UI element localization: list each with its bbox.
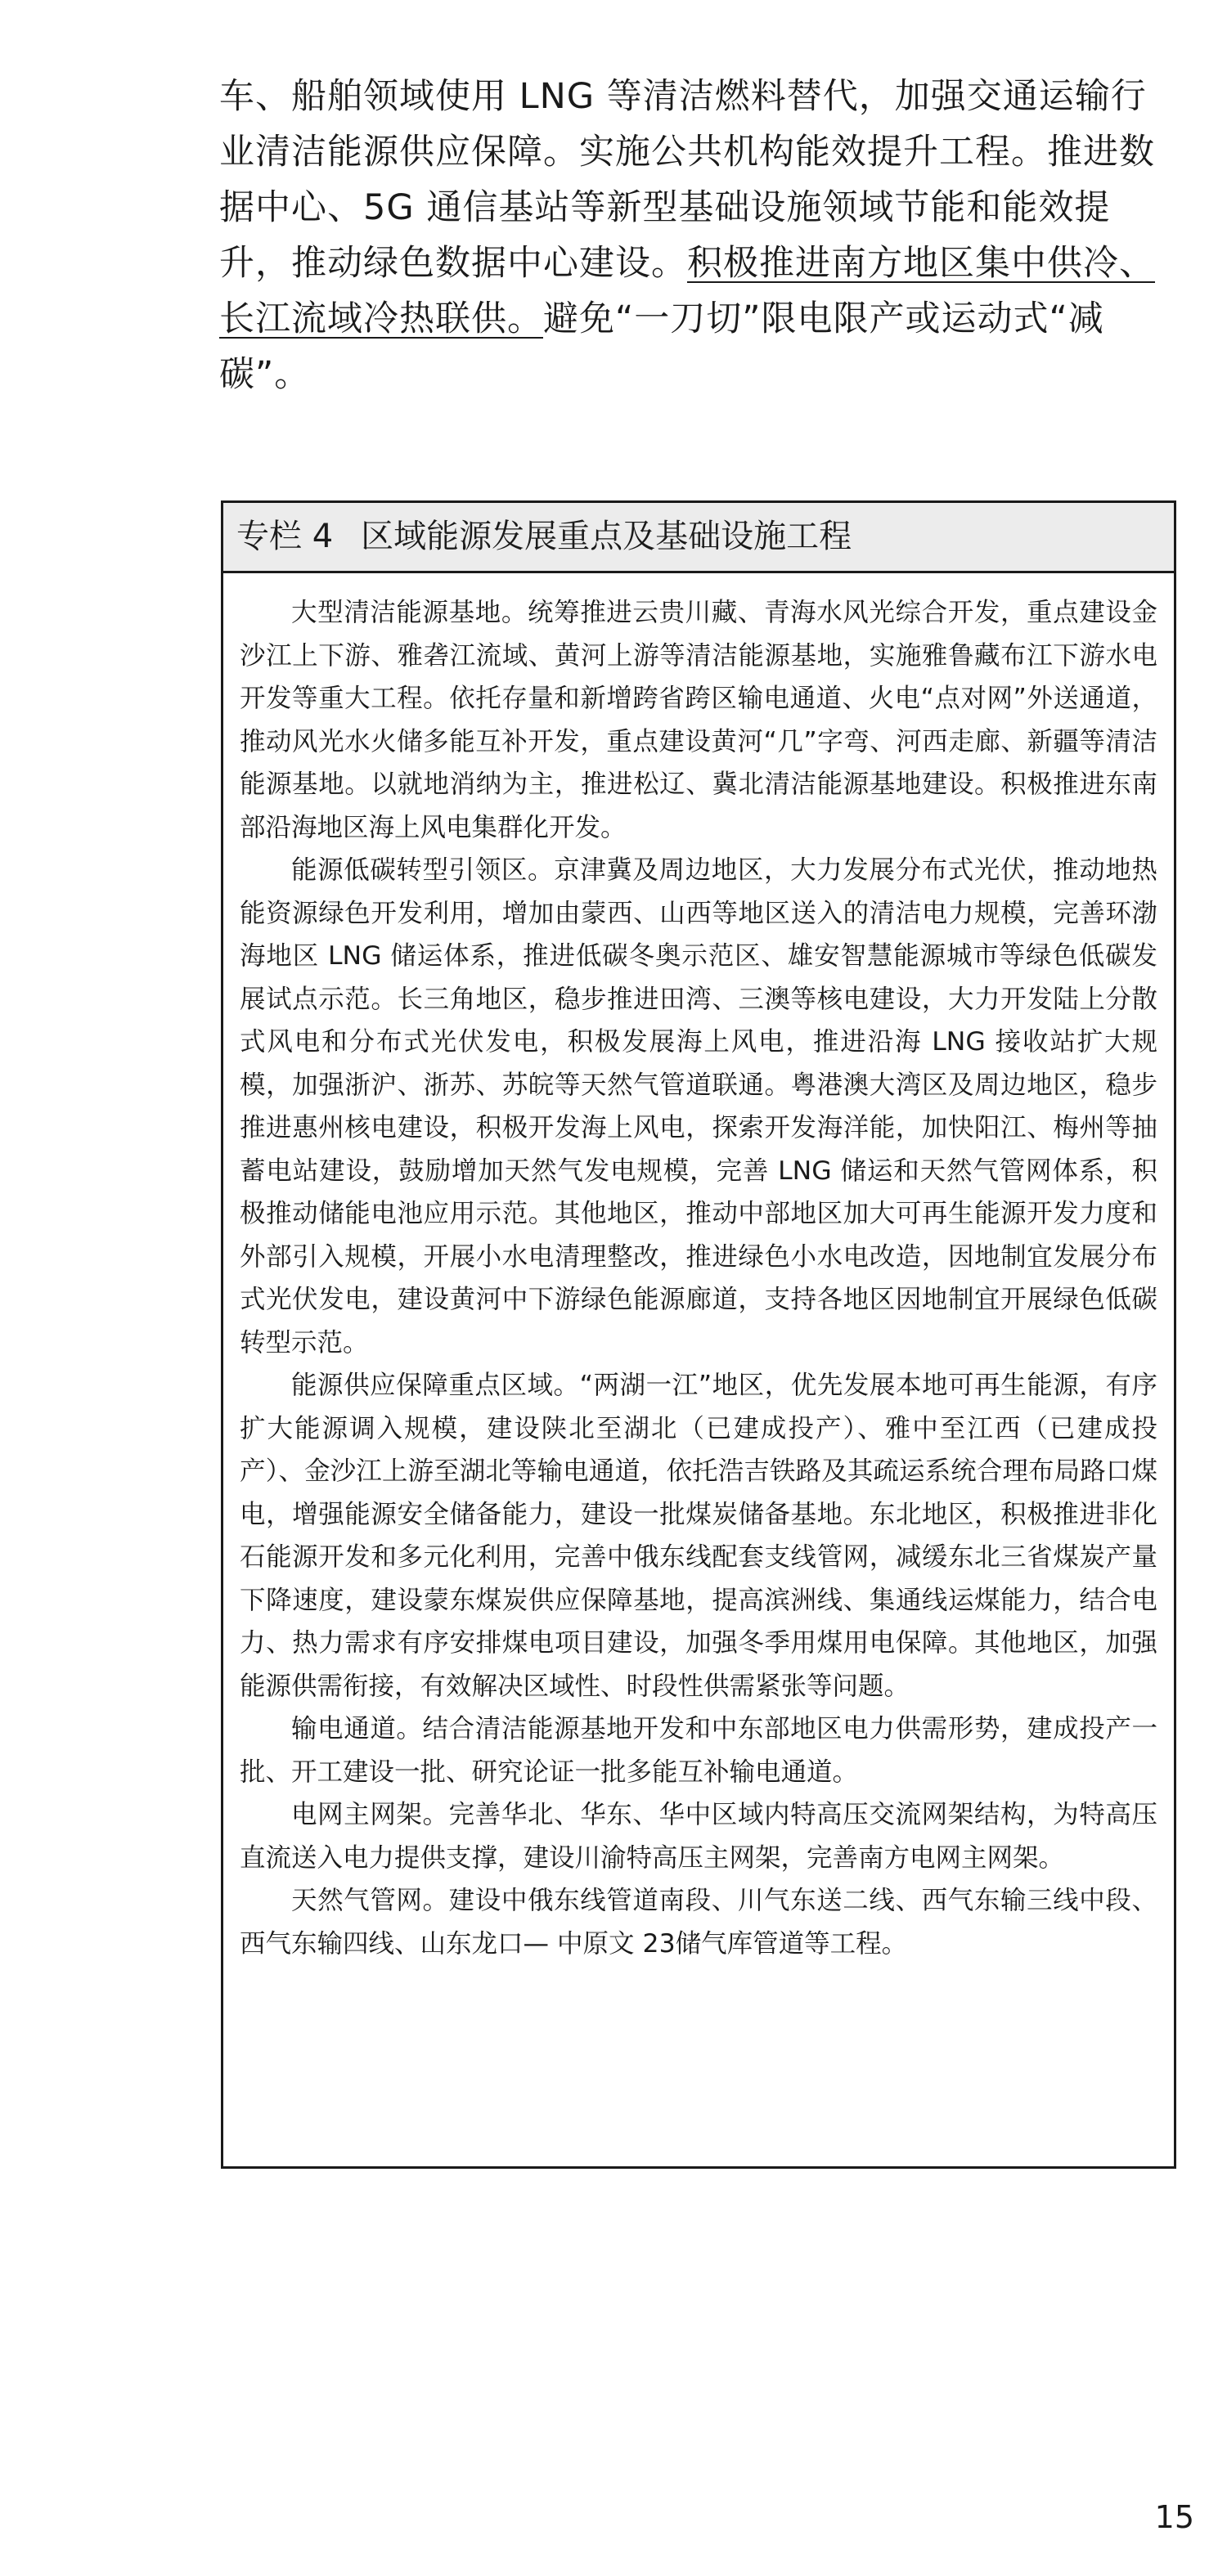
intro-text-after: 避免“一刀切”限电限产或运动式“减碳”。 <box>219 298 1104 395</box>
intro-text <box>219 69 1180 402</box>
box-paragraph: 天然气管网。建设中俄东线管道南段、川气东送二线、西气东输三线中段、西气东输四线、山东龙口— 中原文 23储气库管道等工程。 <box>240 1886 1157 1959</box>
column-label: 专栏 4 <box>236 518 334 555</box>
column-box-body <box>223 573 1174 1965</box>
column-box <box>221 500 1176 2169</box>
box-paragraph: 能源低碳转型引领区。京津冀及周边地区，大力发展分布式光伏，推动地热能资源绿色开发利用，增加由蒙西、山西等地区送入的清洁电力规模，完善环渤海地区 LNG 储运体系，推进低碳冬奥示范区、雄安智慧能源城市等绿色低碳发展试点示范。长三角地区，稳步推进田湾、三澳等核电建设，大力开发陆上分散式风电和分布式光伏发电，积极发展海上风电，推进沿海 LNG 接收站扩大规模，加强浙沪、浙苏、苏皖等天然气管道联通。粤港澳大湾区及周边地区，稳步推进惠州核电建设，积极开发海上风电，探索开发海洋能，加快阳江、梅州等抽蓄电站建设，鼓励增加天然气发电规模，完善 LNG 储运和天然气管网体系，积极推动储能电池应用示范。其他地区，推动中部地区加大可再生能源开发力度和外部引入规模，开展小水电清理整改，推进绿色小水电改造，因地制宜发展分布式光伏发电，建设黄河中下游绿色能源廊道，支持各地区因地制宜开展绿色低碳转型示范。 <box>240 855 1157 1358</box>
box-paragraph: 输电通道。结合清洁能源基地开发和中东部地区电力供需形势，建成投产一批、开工建设一批、研究论证一批多能互补输电通道。 <box>240 1714 1157 1787</box>
box-paragraph: 大型清洁能源基地。统筹推进云贵川藏、青海水风光综合开发，重点建设金沙江上下游、雅砻江流域、黄河上游等清洁能源基地，实施雅鲁藏布江下游水电开发等重大工程。依托存量和新增跨省跨区输电通道、火电“点对网”外送通道，推动风光水火储多能互补开发，重点建设黄河“几”字弯、河西走廊、新疆等清洁能源基地。以就地消纳为主，推进松辽、冀北清洁能源基地建设。积极推进东南部沿海地区海上风电集群化开发。 <box>240 598 1157 842</box>
intro-paragraph <box>219 69 1180 402</box>
intro-text-before: 车、船舶领域使用 LNG 等清洁燃料替代，加强交通运输行业清洁能源供应保障。实施公共机构能效提升工程。推进数据中心、5G 通信基站等新型基础设施领域节能和能效提升，推动绿色数据中心建设。 <box>219 76 1155 284</box>
page-number: 15 <box>1154 2499 1194 2535</box>
column-title: 区域能源发展重点及基础设施工程 <box>361 518 852 555</box>
column-box-header <box>223 503 1174 573</box>
intro-text-underlined: 积极推进南方地区集中供冷、长江流域冷热联供。 <box>219 243 1155 339</box>
box-paragraph: 电网主网架。完善华北、华东、华中区域内特高压交流网架结构，为特高压直流送入电力提供支撑，建设川渝特高压主网架，完善南方电网主网架。 <box>240 1800 1157 1873</box>
box-paragraph: 能源供应保障重点区域。“两湖一江”地区，优先发展本地可再生能源，有序扩大能源调入规模，建设陕北至湖北（已建成投产）、雅中至江西（已建成投产）、金沙江上游至湖北等输电通道，依托浩吉铁路及其疏运系统合理布局路口煤电，增强能源安全储备能力，建设一批煤炭储备基地。东北地区，积极推进非化石能源开发和多元化利用，完善中俄东线配套支线管网，减缓东北三省煤炭产量下降速度，建设蒙东煤炭供应保障基地，提高滨洲线、集通线运煤能力，结合电力、热力需求有序安排煤电项目建设，加强冬季用煤用电保障。其他地区，加强能源供需衔接，有效解决区域性、时段性供需紧张等问题。 <box>240 1371 1157 1701</box>
